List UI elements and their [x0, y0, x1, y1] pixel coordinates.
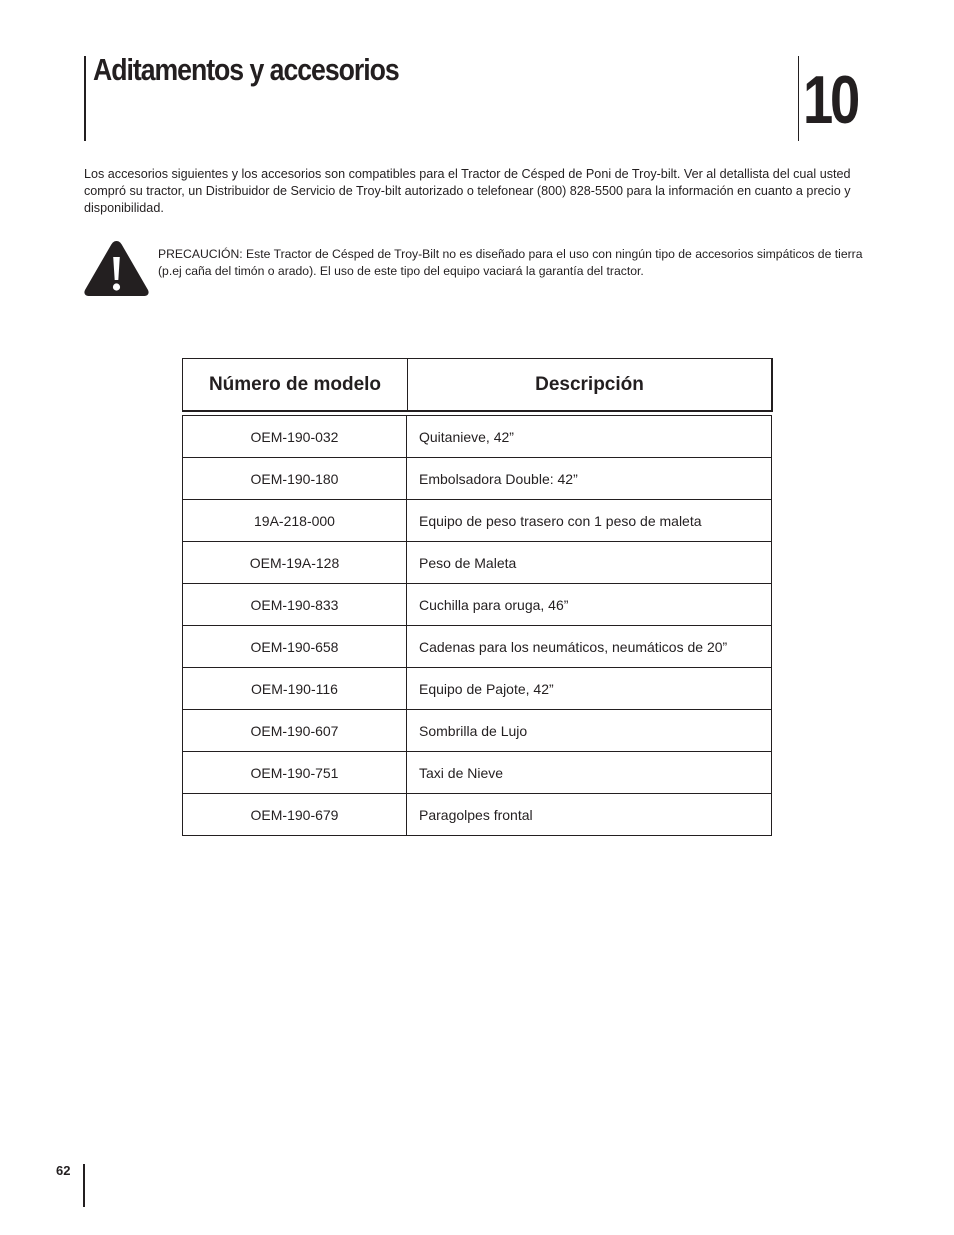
- description-cell: Equipo de Pajote, 42”: [419, 680, 554, 697]
- model-number-cell: OEM-190-751: [183, 752, 407, 793]
- table-row: [183, 584, 771, 626]
- model-number-cell: OEM-19A-128: [183, 542, 407, 583]
- table-row: [183, 416, 771, 458]
- footer-rule: [83, 1164, 85, 1207]
- title-rule: [84, 56, 86, 141]
- table-header: [182, 358, 773, 412]
- page-title: Aditamentos y accesorios: [93, 52, 399, 87]
- description-cell: Cadenas para los neumáticos, neumáticos de 20”: [419, 638, 728, 655]
- model-number-cell: OEM-190-032: [183, 416, 407, 457]
- model-number-cell: OEM-190-833: [183, 584, 407, 625]
- table-row: [183, 458, 771, 500]
- model-number-cell: OEM-190-679: [183, 794, 407, 835]
- header-model-number: Número de modelo: [183, 359, 408, 410]
- table-row: [183, 626, 771, 668]
- caution-text: PRECAUCIÓN: Este Tractor de Césped de Troy-Bilt no es diseñado para el uso con ningún tipo de accesorios simpáticos de tierra (p.ej caña del timón o arado). El uso de este tipo del equipo vaciará la garantía del tractor.: [158, 247, 863, 278]
- header-description: Descripción: [535, 373, 644, 395]
- model-number-cell: OEM-190-658: [183, 626, 407, 667]
- description-cell: Equipo de peso trasero con 1 peso de maleta: [419, 512, 702, 529]
- description-cell: Sombrilla de Lujo: [419, 722, 528, 739]
- description-cell: Quitanieve, 42”: [419, 428, 514, 445]
- description-cell: Paragolpes frontal: [419, 806, 533, 823]
- description-cell: Embolsadora Double: 42”: [419, 470, 578, 487]
- model-number-cell: OEM-190-607: [183, 710, 407, 751]
- warning-triangle-icon: [83, 239, 150, 298]
- accessories-table: [182, 358, 773, 836]
- description-cell: Peso de Maleta: [419, 554, 517, 571]
- description-cell: Cuchilla para oruga, 46”: [419, 596, 569, 613]
- table-body: [182, 415, 772, 836]
- chapter-number: 10: [803, 62, 858, 138]
- description-cell: Taxi de Nieve: [419, 764, 504, 781]
- model-number-cell: OEM-190-116: [183, 668, 407, 709]
- intro-paragraph: Los accesorios siguientes y los accesorios son compatibles para el Tractor de Césped de Poni de Troy-bilt. Ver al detallista del cual usted compró su tractor, un Distribuidor de Servicio de Troy-bilt autorizado o telefonear (800) 828-5500 para la información en cuanto a precio y disponibilidad.: [84, 167, 851, 215]
- table-row: [183, 668, 771, 710]
- table-row: [183, 500, 771, 542]
- table-row: [183, 794, 771, 836]
- table-row: [183, 752, 771, 794]
- model-number-cell: OEM-190-180: [183, 458, 407, 499]
- page-number: 62: [56, 1163, 71, 1178]
- table-row: [183, 542, 771, 584]
- chapter-rule: [798, 56, 799, 141]
- model-number-cell: 19A-218-000: [183, 500, 407, 541]
- table-row: [183, 710, 771, 752]
